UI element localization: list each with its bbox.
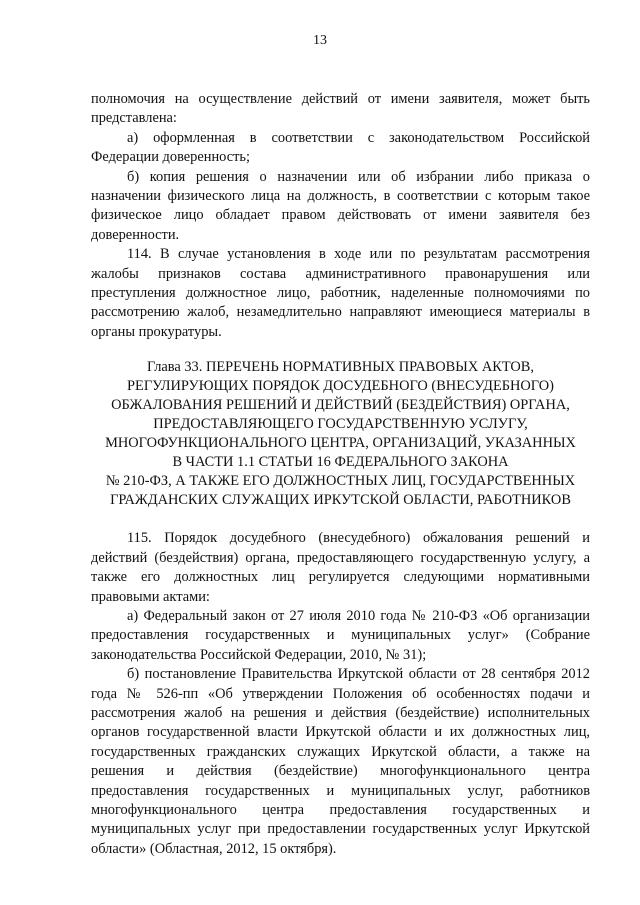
chapter-heading-line: МНОГОФУНКЦИОНАЛЬНОГО ЦЕНТРА, ОРГАНИЗАЦИЙ, УКАЗАННЫХ (105, 435, 576, 452)
chapter-heading-line: Глава 33. ПЕРЕЧЕНЬ НОРМАТИВНЫХ ПРАВОВЫХ АКТОВ, (146, 359, 535, 376)
bottom-section (91, 529, 590, 859)
paragraph-114: 114. В случае установления в ходе или по результатам рассмотрения жалобы признаков состава административного правонарушения или преступления должностное лицо, работник, наделенные полномочиями по рассмотрению жалоб, незамедлительно направляют имеющиеся материалы в органы прокуратуры. (91, 246, 590, 340)
page-body (91, 90, 590, 859)
paragraph-item-a: а) оформленная в соответствии с законодательством Российской Федерации доверенность; (91, 129, 590, 166)
chapter-heading-line: ПРЕДОСТАВЛЯЮЩЕГО ГОСУДАРСТВЕННУЮ УСЛУГУ, (153, 416, 528, 433)
chapter-heading-line: ОБЖАЛОВАНИЯ РЕШЕНИЙ И ДЕЙСТВИЙ (БЕЗДЕЙСТВИЯ) ОРГАНА, (111, 397, 570, 414)
page-number: 13 (313, 33, 327, 48)
paragraph-continuation: полномочия на осуществление действий от имени заявителя, может быть представлена: (91, 91, 590, 127)
paragraph-item-b-resolution: б) постановление Правительства Иркутской области от 28 сентября 2012 года № 526-пп «Об утверждении Положения об особенностях подачи и рассмотрения жалоб на решения и действия (бездействие) исполнительных органов государственной власти Иркутской области и их должностных лиц, государственных гражданских служащих Иркутской области, а также на решения и действия (бездействие) многофункционального центра предоставления государственных и муниципальных услуг, работников многофункционального центра предоставления государственных и муниципальных услуг при предоставлении государственных услуг Иркутской области» (Областная, 2012, 15 октября). (91, 666, 590, 857)
chapter-heading (91, 358, 590, 510)
chapter-heading-line: № 210-ФЗ, А ТАКЖЕ ЕГО ДОЛЖНОСТНЫХ ЛИЦ, ГОСУДАРСТВЕННЫХ (105, 473, 576, 490)
paragraph-115: 115. Порядок досудебного (внесудебного) обжалования решений и действий (бездействия) органа, предоставляющего государственную услугу, а также его должностных лиц регулируется следующими нормативными правовыми актами: (91, 530, 590, 605)
chapter-heading-line: ГРАЖДАНСКИХ СЛУЖАЩИХ ИРКУТСКОЙ ОБЛАСТИ, РАБОТНИКОВ (110, 492, 571, 509)
chapter-heading-line: В ЧАСТИ 1.1 СТАТЬИ 16 ФЕДЕРАЛЬНОГО ЗАКОНА (172, 454, 509, 471)
section-gap (91, 510, 590, 529)
top-section (91, 90, 590, 342)
paragraph-item-b: б) копия решения о назначении или об избрании либо приказа о назначении физического лица на должность, в соответствии с которым такое физическое лицо обладает правом действовать от имени заявителя без доверенности. (91, 168, 590, 243)
chapter-heading-line: РЕГУЛИРУЮЩИХ ПОРЯДОК ДОСУДЕБНОГО (ВНЕСУДЕБНОГО) (127, 378, 554, 395)
paragraph-item-a-law: а) Федеральный закон от 27 июля 2010 года № 210-ФЗ «Об организации предоставления государственных и муниципальных услуг» (Собрание законодательства Российской Федерации, 2010, № 31); (91, 607, 590, 663)
